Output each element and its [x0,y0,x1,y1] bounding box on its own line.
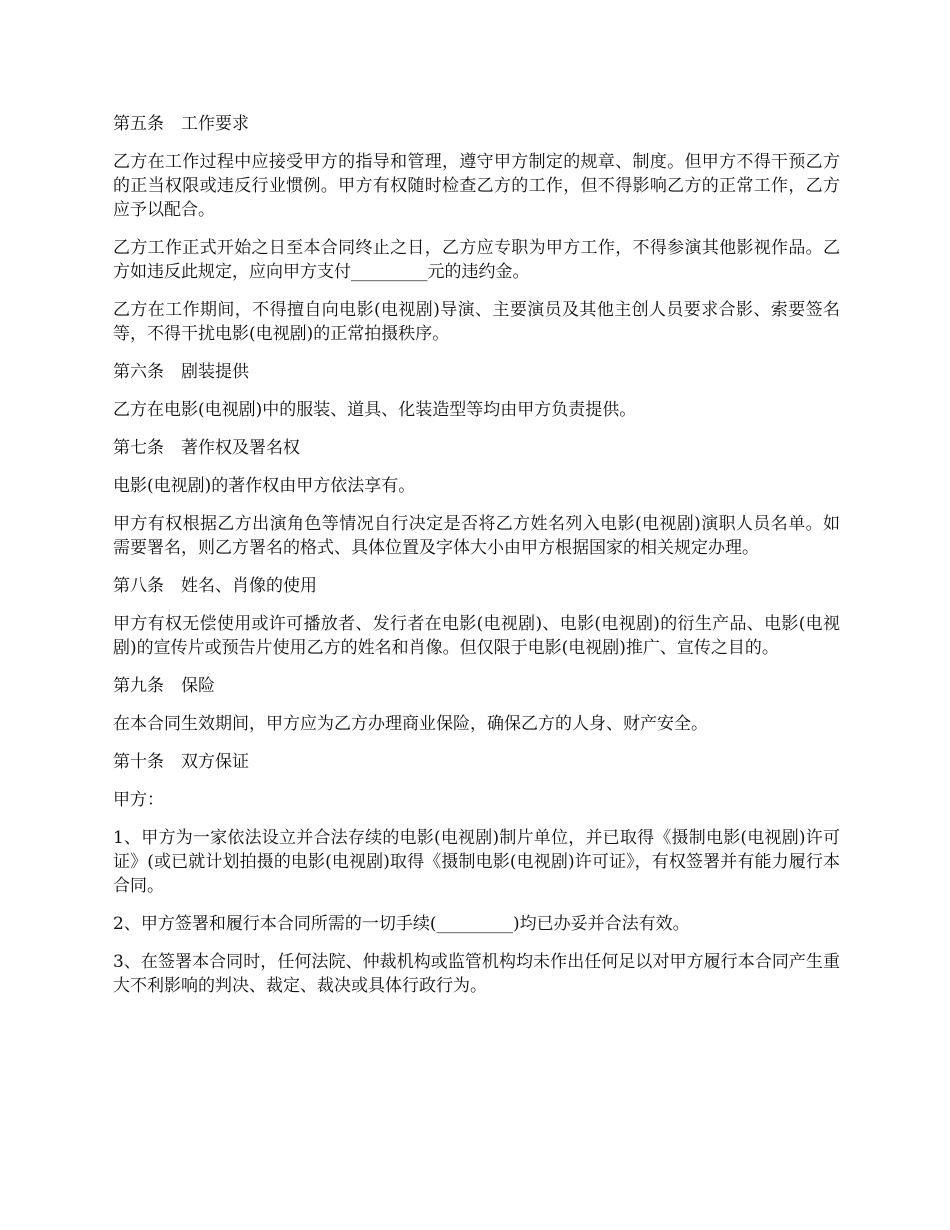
party-a-warranty-3: 3、在签署本合同时，任何法院、仲裁机构或监管机构均未作出任何足以对甲方履行本合同产生重大不利影响的判决、裁定、裁决或具体行政行为。 [113,952,840,996]
article-5-paragraph-3: 乙方在工作期间，不得擅自向电影(电视剧)导演、主要演员及其他主创人员要求合影、索要签名等，不得干扰电影(电视剧)的正常拍摄秩序。 [113,300,840,344]
article-5-heading: 第五条 工作要求 [113,114,249,134]
article-8-heading: 第八条 姓名、肖像的使用 [113,576,317,596]
party-a-label: 甲方： [113,790,164,810]
party-a-warranty-1: 1、甲方为一家依法设立并合法存续的电影(电视剧)制片单位，并已取得《摄制电影(电视剧)许可证》(或已就计划拍摄的电影(电视剧)取得《摄制电影(电视剧)许可证》，有权签署并有能力履行本合同。 [113,828,840,896]
article-6-paragraph-1: 乙方在电影(电视剧)中的服装、道具、化装造型等均由甲方负责提供。 [113,400,637,420]
article-7-heading: 第七条 著作权及署名权 [113,438,300,458]
article-5-paragraph-1: 乙方在工作过程中应接受甲方的指导和管理，遵守甲方制定的规章、制度。但甲方不得干预乙方的正当权限或违反行业惯例。甲方有权随时检查乙方的工作，但不得影响乙方的正常工作，乙方应予以配合。 [113,152,840,220]
article-7-paragraph-2: 甲方有权根据乙方出演角色等情况自行决定是否将乙方姓名列入电影(电视剧)演职人员名单。如需要署名，则乙方署名的格式、具体位置及字体大小由甲方根据国家的相关规定办理。 [113,514,840,558]
article-9-paragraph-1: 在本合同生效期间，甲方应为乙方办理商业保险，确保乙方的人身、财产安全。 [113,714,708,734]
article-5-paragraph-2: 乙方工作正式开始之日至本合同终止之日，乙方应专职为甲方工作，不得参演其他影视作品。乙方如违反此规定，应向甲方支付_________元的违约金。 [113,238,840,282]
article-7-paragraph-1: 电影(电视剧)的著作权由甲方依法享有。 [113,476,416,496]
article-9-heading: 第九条 保险 [113,676,215,696]
article-6-heading: 第六条 剧装提供 [113,362,249,382]
article-8-paragraph-1: 甲方有权无偿使用或许可播放者、发行者在电影(电视剧)、电影(电视剧)的衍生产品、电影(电视剧)的宣传片或预告片使用乙方的姓名和肖像。但仅限于电影(电视剧)推广、宣传之目的。 [113,614,840,658]
document-body [113,112,840,1012]
party-a-warranty-2: 2、甲方签署和履行本合同所需的一切手续(_________)均已办妥并合法有效。 [113,914,690,934]
article-10-heading: 第十条 双方保证 [113,752,249,772]
